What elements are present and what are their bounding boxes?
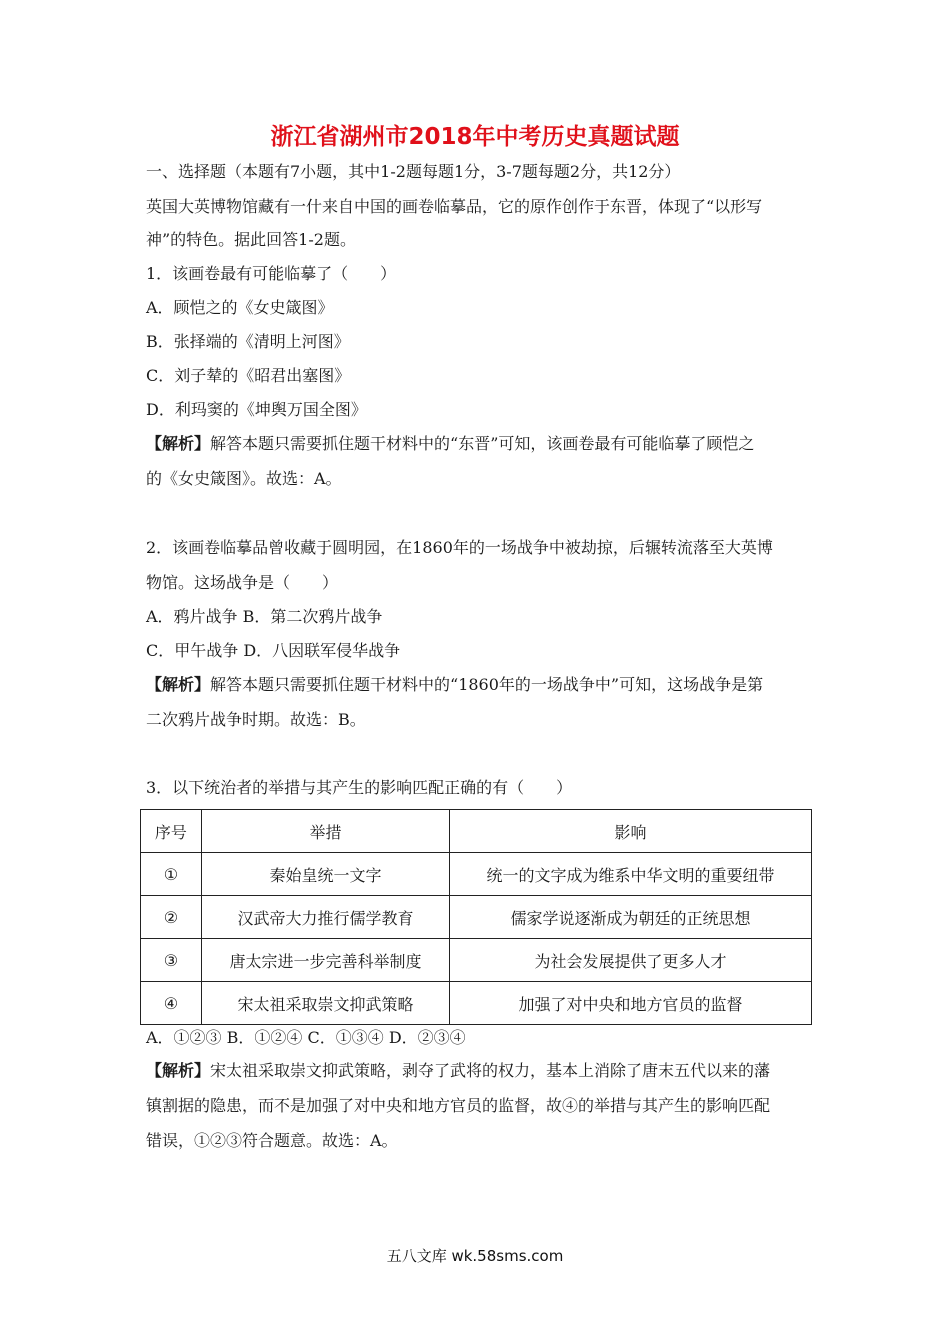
table-cell: 汉武帝大力推行儒学教育 <box>201 896 449 939</box>
material-text: 英国大英博物馆藏有一什来自中国的画卷临摹品，它的原作创作于东晋，体现了“以形写 <box>146 197 763 216</box>
analysis-tag: 【解析】 <box>146 675 211 694</box>
q1-analysis <box>146 432 754 456</box>
table-cell: 加强了对中央和地方官员的监督 <box>450 982 812 1025</box>
table-row <box>141 939 812 982</box>
question-1-stem: 1．该画卷最有可能临摹了（ ） <box>146 264 397 283</box>
table-cell: ③ <box>141 939 202 982</box>
table-cell: ② <box>141 896 202 939</box>
material-text: 神”的特色。据此回答1-2题。 <box>146 230 356 249</box>
q1-option-b: B．张择端的《清明上河图》 <box>146 332 350 351</box>
q3-analysis <box>146 1059 770 1083</box>
table-row <box>141 853 812 896</box>
table-header-cell: 序号 <box>141 810 202 853</box>
q1-option-c: C．刘子辇的《昭君出塞图》 <box>146 366 351 385</box>
q2-analysis <box>146 673 763 697</box>
table-header-cell: 影响 <box>450 810 812 853</box>
table-header-row <box>141 810 812 853</box>
q3-options: A．①②③ B．①②④ C．①③④ D．②③④ <box>146 1028 466 1047</box>
analysis-text: 解答本题只需要抓住题干材料中的“1860年的一场战争中”可知，这场战争是第 <box>210 675 764 694</box>
section-heading: 一、选择题（本题有7小题，其中1-2题每题1分，3-7题每题2分，共12分） <box>146 162 681 181</box>
table-cell: 宋太祖采取崇文抑武策略 <box>201 982 449 1025</box>
analysis-text: 解答本题只需要抓住题干材料中的“东晋”可知，该画卷最有可能临摹了顾恺之 <box>210 434 755 453</box>
table-row <box>141 896 812 939</box>
question-2-stem-cont: 物馆。这场战争是（ ） <box>146 573 339 592</box>
analysis-text: 宋太祖采取崇文抑武策略，剥夺了武将的权力，基本上消除了唐末五代以来的藩 <box>210 1061 771 1080</box>
q1-option-d: D．利玛窦的《坤舆万国全图》 <box>146 400 367 419</box>
analysis-tag: 【解析】 <box>146 434 211 453</box>
table-cell: ④ <box>141 982 202 1025</box>
analysis-tag: 【解析】 <box>146 1061 211 1080</box>
q2-options-cd: C．甲午战争 D．八因联军侵华战争 <box>146 641 401 660</box>
table-cell: 唐太宗进一步完善科举制度 <box>201 939 449 982</box>
q3-analysis-cont: 镇割据的隐患，而不是加强了对中央和地方官员的监督，故④的举措与其产生的影响匹配 <box>146 1096 771 1115</box>
footer-watermark: 五八文库 wk.58sms.com <box>386 1247 564 1265</box>
measures-table <box>140 809 812 1025</box>
q3-analysis-cont: 错误，①②③符合题意。故选：A。 <box>146 1131 398 1150</box>
question-3-stem: 3．以下统治者的举措与其产生的影响匹配正确的有（ ） <box>146 778 573 797</box>
table-cell: 秦始皇统一文字 <box>201 853 449 896</box>
table-cell: 儒家学说逐渐成为朝廷的正统思想 <box>450 896 812 939</box>
question-2-stem: 2．该画卷临摹品曾收藏于圆明园，在1860年的一场战争中被劫掠，后辗转流落至大英博 <box>146 538 773 557</box>
table-cell: 统一的文字成为维系中华文明的重要纽带 <box>450 853 812 896</box>
table-row <box>141 982 812 1025</box>
q1-option-a: A．顾恺之的《女史箴图》 <box>146 298 334 317</box>
table-header-cell: 举措 <box>201 810 449 853</box>
table-cell: ① <box>141 853 202 896</box>
q2-analysis-cont: 二次鸦片战争时期。故选：B。 <box>146 710 366 729</box>
q2-options-ab: A．鸦片战争 B．第二次鸦片战争 <box>146 607 383 626</box>
table-cell: 为社会发展提供了更多人才 <box>450 939 812 982</box>
q1-analysis-cont: 的《女史箴图》。故选：A。 <box>146 469 342 488</box>
page-title: 浙江省湖州市2018年中考历史真题试题 <box>270 124 680 150</box>
